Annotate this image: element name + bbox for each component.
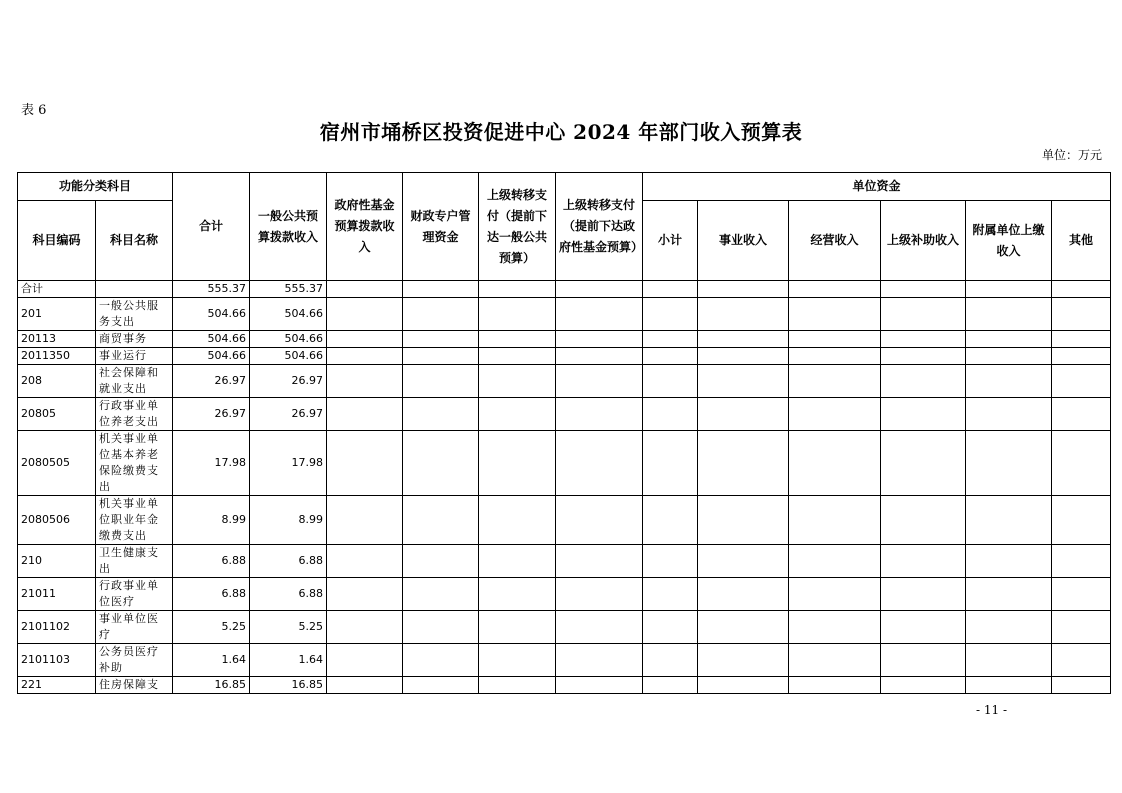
row-general-budget: 1.64 (250, 644, 327, 677)
row-total: 6.88 (173, 545, 250, 578)
row-total: 8.99 (173, 496, 250, 545)
empty-cell (698, 281, 789, 298)
empty-cell (643, 298, 698, 331)
row-name: 机关事业单位职业年金缴费支出 (96, 496, 173, 545)
empty-cell (327, 281, 403, 298)
empty-cell (556, 578, 643, 611)
empty-cell (403, 398, 479, 431)
empty-cell (327, 365, 403, 398)
row-general-budget: 26.97 (250, 398, 327, 431)
table-row (18, 677, 1111, 694)
empty-cell (966, 331, 1052, 348)
table-row (18, 331, 1111, 348)
empty-cell (966, 365, 1052, 398)
empty-cell (966, 298, 1052, 331)
table-row (18, 644, 1111, 677)
empty-cell (1052, 281, 1111, 298)
empty-cell (479, 578, 556, 611)
row-general-budget: 504.66 (250, 298, 327, 331)
row-total: 16.85 (173, 677, 250, 694)
row-name (96, 281, 173, 298)
empty-cell (327, 545, 403, 578)
empty-cell (881, 611, 966, 644)
empty-cell (643, 398, 698, 431)
row-general-budget: 5.25 (250, 611, 327, 644)
table-row (18, 281, 1111, 298)
header-business-income: 事业收入 (698, 201, 789, 281)
empty-cell (966, 644, 1052, 677)
row-total: 26.97 (173, 398, 250, 431)
empty-cell (789, 545, 881, 578)
empty-cell (1052, 331, 1111, 348)
empty-cell (403, 644, 479, 677)
empty-cell (479, 677, 556, 694)
empty-cell (556, 545, 643, 578)
empty-cell (1052, 496, 1111, 545)
empty-cell (698, 496, 789, 545)
empty-cell (479, 545, 556, 578)
empty-cell (1052, 398, 1111, 431)
row-name: 公务员医疗补助 (96, 644, 173, 677)
header-affiliated-income: 附属单位上缴收入 (966, 201, 1052, 281)
empty-cell (556, 644, 643, 677)
row-code: 2101102 (18, 611, 96, 644)
empty-cell (698, 644, 789, 677)
empty-cell (556, 431, 643, 496)
header-other: 其他 (1052, 201, 1111, 281)
header-general-budget: 一般公共预算拨款收入 (250, 173, 327, 281)
table-label: 表 6 (21, 103, 47, 118)
empty-cell (643, 644, 698, 677)
empty-cell (881, 281, 966, 298)
row-name: 一般公共服务支出 (96, 298, 173, 331)
empty-cell (789, 281, 881, 298)
row-name: 事业单位医疗 (96, 611, 173, 644)
row-code: 210 (18, 545, 96, 578)
empty-cell (1052, 545, 1111, 578)
empty-cell (1052, 578, 1111, 611)
empty-cell (556, 298, 643, 331)
row-total: 504.66 (173, 331, 250, 348)
empty-cell (881, 331, 966, 348)
empty-cell (698, 431, 789, 496)
empty-cell (643, 431, 698, 496)
empty-cell (643, 677, 698, 694)
empty-cell (643, 331, 698, 348)
empty-cell (698, 298, 789, 331)
row-code: 221 (18, 677, 96, 694)
empty-cell (1052, 431, 1111, 496)
empty-cell (789, 644, 881, 677)
empty-cell (556, 677, 643, 694)
empty-cell (403, 298, 479, 331)
row-code: 2080506 (18, 496, 96, 545)
empty-cell (698, 348, 789, 365)
empty-cell (966, 398, 1052, 431)
row-general-budget: 16.85 (250, 677, 327, 694)
row-general-budget: 6.88 (250, 545, 327, 578)
empty-cell (327, 431, 403, 496)
empty-cell (327, 644, 403, 677)
empty-cell (789, 298, 881, 331)
row-general-budget: 504.66 (250, 331, 327, 348)
empty-cell (881, 496, 966, 545)
empty-cell (1052, 644, 1111, 677)
empty-cell (556, 348, 643, 365)
row-general-budget: 6.88 (250, 578, 327, 611)
empty-cell (479, 298, 556, 331)
empty-cell (479, 644, 556, 677)
empty-cell (479, 281, 556, 298)
empty-cell (789, 496, 881, 545)
empty-cell (789, 431, 881, 496)
table-row (18, 348, 1111, 365)
empty-cell (643, 496, 698, 545)
row-name: 住房保障支 (96, 677, 173, 694)
empty-cell (643, 281, 698, 298)
table-row (18, 496, 1111, 545)
empty-cell (327, 496, 403, 545)
row-name: 社会保障和就业支出 (96, 365, 173, 398)
empty-cell (479, 611, 556, 644)
header-total: 合计 (173, 173, 250, 281)
row-name: 行政事业单位医疗 (96, 578, 173, 611)
empty-cell (966, 677, 1052, 694)
empty-cell (966, 431, 1052, 496)
empty-cell (789, 677, 881, 694)
row-code: 21011 (18, 578, 96, 611)
empty-cell (403, 611, 479, 644)
row-code: 2101103 (18, 644, 96, 677)
row-code: 20113 (18, 331, 96, 348)
empty-cell (1052, 611, 1111, 644)
empty-cell (643, 578, 698, 611)
empty-cell (479, 496, 556, 545)
empty-cell (966, 578, 1052, 611)
empty-cell (556, 611, 643, 644)
header-upper-fund: 上级转移支付（提前下达政府性基金预算） (556, 173, 643, 281)
row-code: 20805 (18, 398, 96, 431)
page-number: - 11 - (976, 703, 1008, 717)
empty-cell (643, 348, 698, 365)
empty-cell (479, 398, 556, 431)
header-gov-fund: 政府性基金预算拨款收入 (327, 173, 403, 281)
empty-cell (327, 331, 403, 348)
table-row (18, 611, 1111, 644)
empty-cell (327, 348, 403, 365)
row-code: 合计 (18, 281, 96, 298)
empty-cell (556, 281, 643, 298)
empty-cell (966, 545, 1052, 578)
empty-cell (789, 398, 881, 431)
empty-cell (403, 365, 479, 398)
empty-cell (698, 677, 789, 694)
empty-cell (403, 496, 479, 545)
empty-cell (881, 677, 966, 694)
empty-cell (479, 348, 556, 365)
row-total: 1.64 (173, 644, 250, 677)
header-fiscal-special: 财政专户管理资金 (403, 173, 479, 281)
empty-cell (881, 298, 966, 331)
header-unit-funds: 单位资金 (643, 173, 1111, 201)
empty-cell (556, 331, 643, 348)
empty-cell (698, 578, 789, 611)
empty-cell (966, 611, 1052, 644)
empty-cell (698, 398, 789, 431)
row-general-budget: 17.98 (250, 431, 327, 496)
empty-cell (403, 431, 479, 496)
empty-cell (698, 331, 789, 348)
empty-cell (1052, 677, 1111, 694)
header-code: 科目编码 (18, 201, 96, 281)
header-upper-general: 上级转移支付（提前下达一般公共预算） (479, 173, 556, 281)
empty-cell (698, 545, 789, 578)
header-name: 科目名称 (96, 201, 173, 281)
empty-cell (789, 611, 881, 644)
row-code: 208 (18, 365, 96, 398)
empty-cell (966, 281, 1052, 298)
page-title: 宿州市埇桥区投资促进中心 2024 年部门收入预算表 (319, 120, 803, 144)
empty-cell (1052, 365, 1111, 398)
empty-cell (789, 331, 881, 348)
empty-cell (403, 281, 479, 298)
empty-cell (327, 611, 403, 644)
row-general-budget: 8.99 (250, 496, 327, 545)
empty-cell (479, 431, 556, 496)
empty-cell (403, 545, 479, 578)
empty-cell (556, 365, 643, 398)
table-row (18, 398, 1111, 431)
empty-cell (643, 365, 698, 398)
table-row (18, 298, 1111, 331)
empty-cell (789, 578, 881, 611)
table-row (18, 365, 1111, 398)
empty-cell (966, 496, 1052, 545)
header-subtotal: 小计 (643, 201, 698, 281)
empty-cell (327, 398, 403, 431)
empty-cell (403, 331, 479, 348)
empty-cell (327, 578, 403, 611)
empty-cell (881, 398, 966, 431)
unit-label: 单位：万元 (1041, 148, 1102, 162)
table-row (18, 431, 1111, 496)
row-name: 行政事业单位养老支出 (96, 398, 173, 431)
empty-cell (881, 431, 966, 496)
empty-cell (479, 331, 556, 348)
row-total: 504.66 (173, 348, 250, 365)
empty-cell (327, 298, 403, 331)
row-general-budget: 26.97 (250, 365, 327, 398)
row-code: 201 (18, 298, 96, 331)
empty-cell (327, 677, 403, 694)
header-operating-income: 经营收入 (789, 201, 881, 281)
empty-cell (403, 677, 479, 694)
table-row (18, 545, 1111, 578)
row-total: 555.37 (173, 281, 250, 298)
empty-cell (556, 398, 643, 431)
row-total: 504.66 (173, 298, 250, 331)
header-func-class: 功能分类科目 (18, 173, 173, 201)
empty-cell (698, 365, 789, 398)
empty-cell (789, 348, 881, 365)
row-name: 卫生健康支出 (96, 545, 173, 578)
empty-cell (1052, 348, 1111, 365)
row-total: 6.88 (173, 578, 250, 611)
row-name: 机关事业单位基本养老保险缴费支出 (96, 431, 173, 496)
table-row (18, 578, 1111, 611)
row-general-budget: 555.37 (250, 281, 327, 298)
row-general-budget: 504.66 (250, 348, 327, 365)
empty-cell (966, 348, 1052, 365)
empty-cell (881, 578, 966, 611)
header-upper-subsidy: 上级补助收入 (881, 201, 966, 281)
empty-cell (643, 611, 698, 644)
budget-table (17, 172, 1111, 694)
row-code: 2011350 (18, 348, 96, 365)
empty-cell (1052, 298, 1111, 331)
empty-cell (881, 348, 966, 365)
empty-cell (643, 545, 698, 578)
empty-cell (881, 545, 966, 578)
empty-cell (556, 496, 643, 545)
row-code: 2080505 (18, 431, 96, 496)
empty-cell (789, 365, 881, 398)
row-total: 26.97 (173, 365, 250, 398)
empty-cell (403, 348, 479, 365)
empty-cell (881, 365, 966, 398)
row-name: 事业运行 (96, 348, 173, 365)
row-name: 商贸事务 (96, 331, 173, 348)
row-total: 5.25 (173, 611, 250, 644)
row-total: 17.98 (173, 431, 250, 496)
empty-cell (881, 644, 966, 677)
empty-cell (479, 365, 556, 398)
empty-cell (403, 578, 479, 611)
empty-cell (698, 611, 789, 644)
